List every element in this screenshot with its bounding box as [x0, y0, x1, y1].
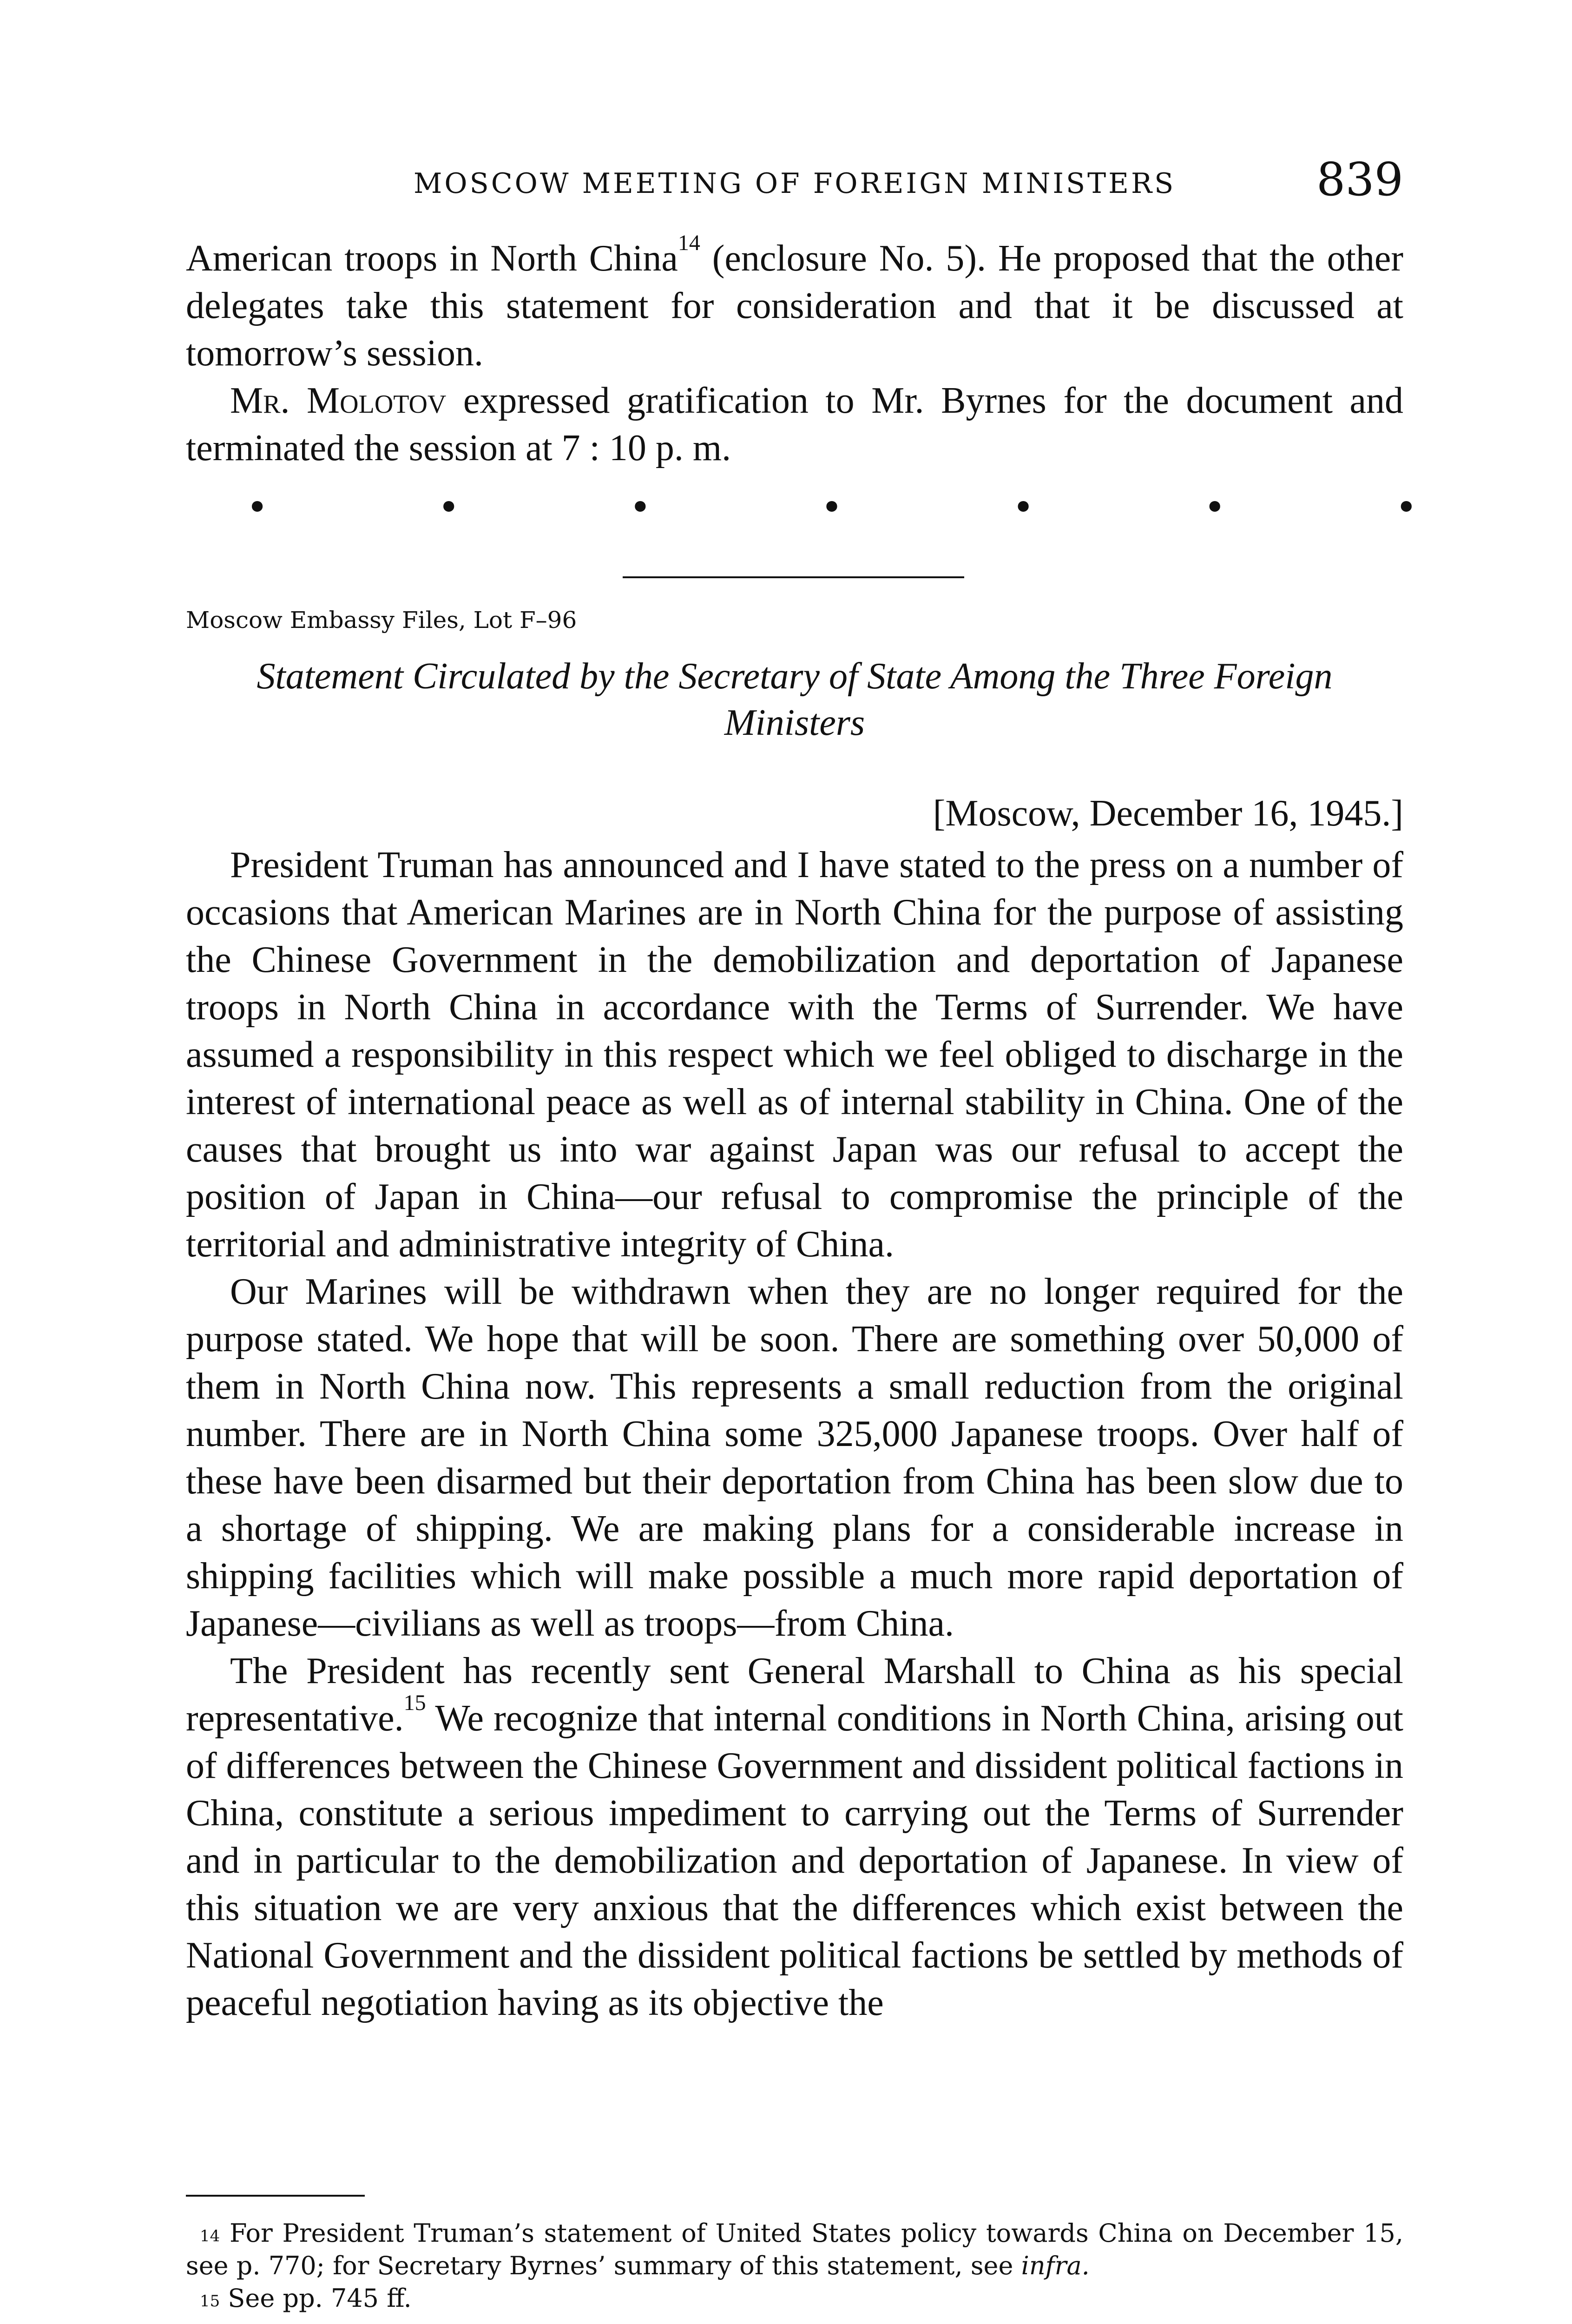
footnote-15-text: See pp. 745 ff.: [220, 2284, 412, 2313]
omission-ellipsis: [246, 486, 1417, 529]
footnote-14-text: For President Truman’s statement of United States policy towards China on December 15, see p. 770; for Secretary Byrnes’ summary of this statement, see: [186, 2218, 1403, 2280]
page-number: 839: [1316, 153, 1403, 206]
document-page: [186, 0, 1417, 2324]
ellipsis-dot: •: [1204, 486, 1226, 529]
intro-paragraph-1: [186, 231, 1403, 377]
section-divider: [623, 576, 964, 578]
footnote-14-italic: infra.: [1021, 2251, 1090, 2280]
ellipsis-dot: •: [438, 486, 460, 529]
intro-text: [186, 231, 1403, 472]
intro-p1-rest: (enclosure No. 5). He proposed that the other delegates take this statement for consideration and that it be discussed at tomorrow’s session.: [186, 238, 1403, 374]
footnote-ref-15: 15: [403, 1690, 426, 1715]
intro-p1-text: American troops in North China: [186, 238, 678, 279]
footnote-15: [186, 2282, 1403, 2315]
ellipsis-dot: •: [821, 486, 843, 529]
statement-body: [186, 841, 1403, 2027]
ellipsis-dot: •: [246, 486, 269, 529]
document-title: Statement Circulated by the Secretary of State Among the Three Foreign Ministers: [257, 656, 1333, 743]
source-citation: Moscow Embassy Files, Lot F–96: [186, 607, 577, 634]
body-paragraph-3: [186, 1647, 1403, 2027]
running-title: MOSCOW MEETING OF FOREIGN MINISTERS: [414, 167, 1176, 200]
ellipsis-dot: •: [629, 486, 651, 529]
ellipsis-dot: •: [1395, 486, 1417, 529]
footnote-14: [186, 2217, 1403, 2282]
body-p3-rest: We recognize that internal conditions in North China, arising out of differences between the Chinese Government and dissident political factions in China, constitute a serious impediment to carrying out the Terms of Surrender and in particular to the demobilization and deportation of Japanese. In view of this situation we are very anxious that the differences which exist between the National Government and the dissident political factions be settled by methods of peaceful negotiation having as its objective the: [186, 1698, 1403, 2023]
speaker-name: Mr. Molotov: [230, 380, 447, 421]
body-paragraph-1: President Truman has announced and I have stated to the press on a number of occasions that American Marines are in North China for the purpose of assisting the Chinese Government in the demobilization and deportation of Japanese troops in North China in accordance with the Terms of Surrender. We have assumed a responsibility in this respect which we feel obliged to discharge in the interest of international peace as well as of internal stability in China. One of the causes that brought us into war against Japan was our refusal to accept the position of Japan in China—our refusal to compromise the principle of the territorial and administrative integrity of China.: [186, 845, 1403, 1265]
footnotes: [186, 2217, 1403, 2315]
intro-paragraph-2: [186, 377, 1403, 472]
body-paragraph-2: Our Marines will be withdrawn when they are no longer required for the purpose stated. We hope that will be soon. There are something over 50,000 of them in North China now. This represents a small reduction from the original number. There are in North China some 325,000 Japanese troops. Over half of these have been disarmed but their deportation from China has been slow due to a shortage of shipping. We are making plans for a considerable increase in shipping facilities which will make possible a much more rapid deportation of Japanese—civilians as well as troops—from China.: [186, 1271, 1403, 1644]
footnote-number: 14: [200, 2227, 220, 2245]
running-head: [186, 153, 1403, 209]
intro-p2-rest: expressed gratification to Mr. Byrnes for the document and terminated the session at 7 : 10 p. m.: [186, 380, 1403, 469]
footnote-ref-14: 14: [677, 231, 700, 255]
dateline: [Moscow, December 16, 1945.]: [933, 793, 1403, 834]
body-p3-start: The President has recently sent General Marshall to China as his special representative.: [186, 1651, 1403, 1739]
footnote-number: 15: [200, 2292, 220, 2311]
footnote-rule: [186, 2195, 365, 2197]
ellipsis-dot: •: [1012, 486, 1034, 529]
